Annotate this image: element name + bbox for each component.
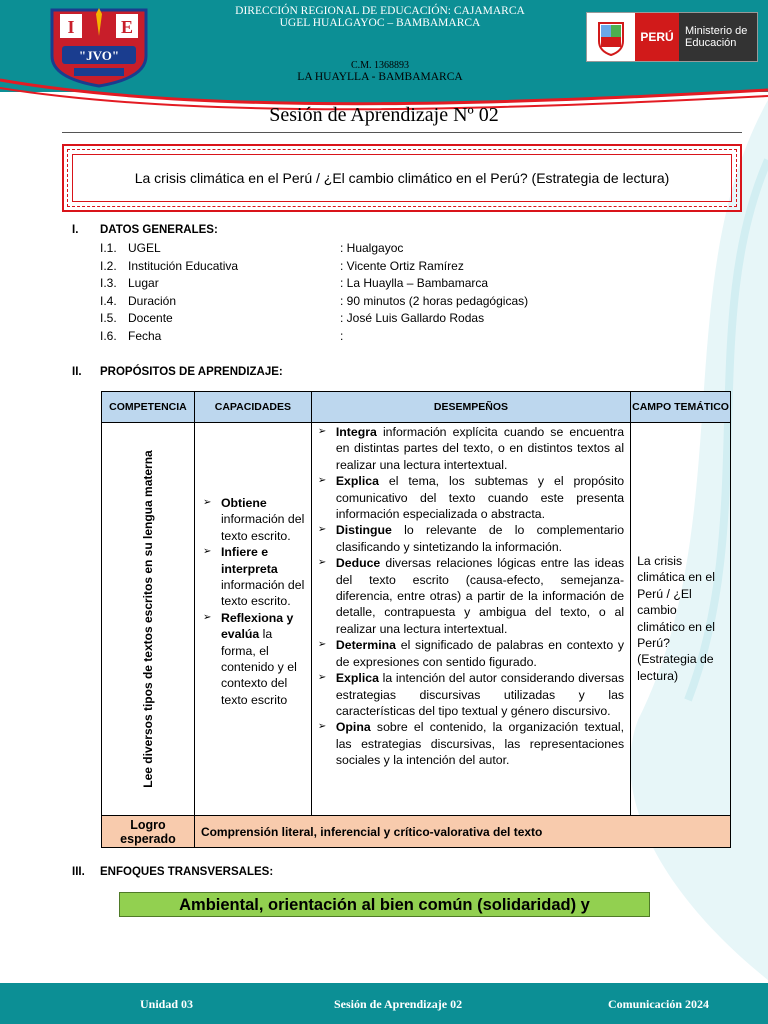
propositos-table: [101, 391, 731, 848]
capacidad-item-text: información del texto escrito.: [220, 512, 305, 543]
desempeno-item-verb: Distingue: [335, 523, 392, 538]
datos-value: : Vicente Ortiz Ramírez: [340, 258, 464, 273]
header-desempenos: DESEMPEÑOS: [311, 392, 630, 423]
arrow-bullet-icon: ➢: [317, 672, 327, 684]
enfoque-transversal: Ambiental, orientación al bien común (solidaridad) y: [119, 892, 650, 917]
capacidad-item: [199, 544, 307, 610]
datos-value: : 90 minutos (2 horas pedagógicas): [340, 293, 529, 308]
desempeno-item-text: diversas relaciones lógicas entre las ideas del texto escrito (causa-efecto, semejanza-diferencia, entre otras) a partir de la información de detalle, contrapuesta y ambigua del texto, o al realizar una lectura intertextual.: [335, 556, 625, 636]
topic-box-frame: [67, 149, 737, 207]
arrow-bullet-icon: ➢: [317, 426, 327, 437]
school-logo: [46, 6, 152, 88]
arrow-bullet-icon: ➢: [202, 497, 212, 508]
datos-key: Docente: [128, 311, 173, 326]
page-title: Sesión de Aprendizaje Nº 02: [269, 104, 499, 126]
desempeno-item-verb: Opina: [335, 720, 371, 735]
datos-number: I.1.: [100, 241, 117, 255]
datos-value: : José Luis Gallardo Rodas: [340, 311, 485, 326]
datos-number: I.5.: [100, 311, 117, 326]
topic-box: [62, 144, 742, 212]
minedu-logo: [586, 12, 758, 62]
datos-number: I.2.: [100, 258, 117, 273]
datos-row: [100, 259, 660, 277]
header-capacidades: CAPACIDADES: [194, 392, 311, 423]
datos-row: [100, 329, 660, 347]
desempeno-item-verb: Explica: [335, 474, 379, 489]
desempeno-item-verb: Deduce: [335, 556, 381, 571]
section-number: III.: [72, 866, 85, 878]
logo-letter-e: E: [120, 17, 134, 37]
datos-row: [100, 294, 660, 312]
coat-of-arms-icon: [587, 13, 635, 61]
competencia-text: Lee diversos tipos de textos escritos en su lengua materna: [140, 450, 155, 788]
datos-row: [100, 241, 660, 259]
table-header-row: [102, 392, 731, 423]
arrow-bullet-icon: ➢: [317, 475, 327, 487]
section-number: II.: [72, 366, 82, 378]
minedu-name: Ministerio de Educación: [679, 13, 757, 61]
capacidad-item-text: la forma, el contenido y el contexto del texto escrito: [220, 627, 297, 707]
logro-label: Logro esperado: [102, 816, 195, 848]
footer-unidad: Unidad 03: [140, 997, 194, 1011]
competencia-cell: [102, 423, 195, 816]
arrow-bullet-icon: ➢: [317, 557, 327, 569]
logo-letter-i: I: [67, 17, 75, 37]
capacidad-item: [199, 495, 307, 544]
header-cm: C.M. 1368893: [350, 60, 410, 71]
datos-key: Lugar: [128, 276, 159, 291]
datos-number: I.6.: [100, 329, 117, 343]
section-heading: ENFOQUES TRANSVERSALES:: [100, 866, 274, 878]
desempeno-item-text: lo relevante de lo complementario clasificando y sintetizando la información.: [335, 523, 625, 554]
footer-sesion: Sesión de Aprendizaje 02: [334, 997, 463, 1011]
desempeno-item: [316, 555, 624, 637]
desempeno-item-text: el tema, los subtemas y el propósito comunicativo del texto cuando este presenta información especializada o abstracta.: [335, 474, 625, 522]
desempeno-item-verb: Determina: [335, 638, 396, 653]
capacidad-item: [199, 610, 307, 708]
datos-value: : Hualgayoc: [340, 241, 404, 255]
session-topic: La crisis climática en el Perú / ¿El cambio climático en el Perú? (Estrategia de lectura): [72, 154, 732, 202]
section-heading: PROPÓSITOS DE APRENDIZAJE:: [100, 366, 283, 378]
logro-row: [102, 816, 731, 848]
datos-number: I.3.: [100, 276, 117, 291]
desempeno-item-text: sobre el contenido, la organización textual, las estrategias discursivas, las representaciones sociales y la intención del autor.: [335, 720, 625, 768]
header-institution: [200, 5, 560, 29]
header-competencia: COMPETENCIA: [102, 392, 195, 423]
capacidad-item-text: información del texto escrito.: [220, 578, 305, 609]
desempeno-item: [316, 424, 624, 473]
header-town: LA HUAYLLA - BAMBAMARCA: [297, 71, 463, 83]
section-number: I.: [72, 224, 79, 236]
header-line-2: UGEL HUALGAYOC – BAMBAMARCA: [279, 17, 481, 29]
arrow-bullet-icon: ➢: [317, 524, 327, 536]
desempeno-item-text: información explícita cuando se encuentra en distintas partes del texto, o en distintos textos al realizar una lectura intertextual.: [335, 425, 625, 472]
desempenos-list: [312, 423, 630, 769]
section-heading: DATOS GENERALES:: [100, 224, 218, 236]
desempeno-item-verb: Explica: [335, 671, 379, 686]
capacidad-item-verb: Infiere e interpreta: [220, 545, 278, 576]
campo-tematico-text: La crisis climática en el Perú / ¿El cambio climático en el Perú? (Estrategia de lectura): [637, 554, 716, 683]
header-campo-tematico: CAMPO TEMÁTICO: [631, 392, 731, 423]
capacidades-cell: [194, 423, 311, 816]
header-line-1: DIRECCIÓN REGIONAL DE EDUCACIÓN: CAJAMARCA: [235, 5, 525, 17]
desempeno-item: [316, 522, 624, 555]
datos-row: [100, 276, 660, 294]
capacidad-item-verb: Reflexiona y evalúa: [220, 610, 294, 642]
table-row: [102, 423, 731, 816]
logro-value: Comprensión literal, inferencial y crítico-valorativa del texto: [194, 816, 730, 848]
desempeno-item-verb: Integra: [335, 425, 377, 439]
desempeno-item: [316, 637, 624, 670]
footer-curso: Comunicación 2024: [608, 997, 710, 1011]
title-divider: [62, 132, 742, 133]
desempeno-item-text: el significado de palabras en contexto y de expresiones con sentido figurado.: [335, 638, 625, 669]
arrow-bullet-icon: ➢: [317, 639, 327, 651]
arrow-bullet-icon: ➢: [202, 546, 212, 558]
capacidades-list: [195, 423, 311, 708]
capacidad-item-verb: Obtiene: [220, 496, 267, 510]
desempeno-item-text: la intención del autor considerando diversas estrategias discursivas utilizadas y las características del tipo textual y género discursivo.: [335, 671, 625, 718]
minedu-country: PERÚ: [635, 13, 679, 61]
desempeno-item: [316, 670, 624, 719]
datos-row: [100, 311, 660, 329]
datos-number: I.4.: [100, 293, 117, 308]
arrow-bullet-icon: ➢: [317, 721, 327, 733]
datos-key: Duración: [128, 293, 177, 308]
desempeno-item: [316, 719, 624, 768]
desempeno-item: [316, 473, 624, 522]
campo-cell: [631, 423, 731, 816]
desempenos-cell: [311, 423, 630, 816]
datos-key: Fecha: [128, 329, 162, 343]
logo-motto: "JVO": [78, 48, 120, 63]
datos-key: UGEL: [128, 241, 161, 255]
datos-value: : La Huaylla – Bambamarca: [340, 276, 489, 291]
datos-key: Institución Educativa: [128, 258, 239, 273]
arrow-bullet-icon: ➢: [202, 611, 212, 623]
datos-value: :: [340, 329, 344, 343]
